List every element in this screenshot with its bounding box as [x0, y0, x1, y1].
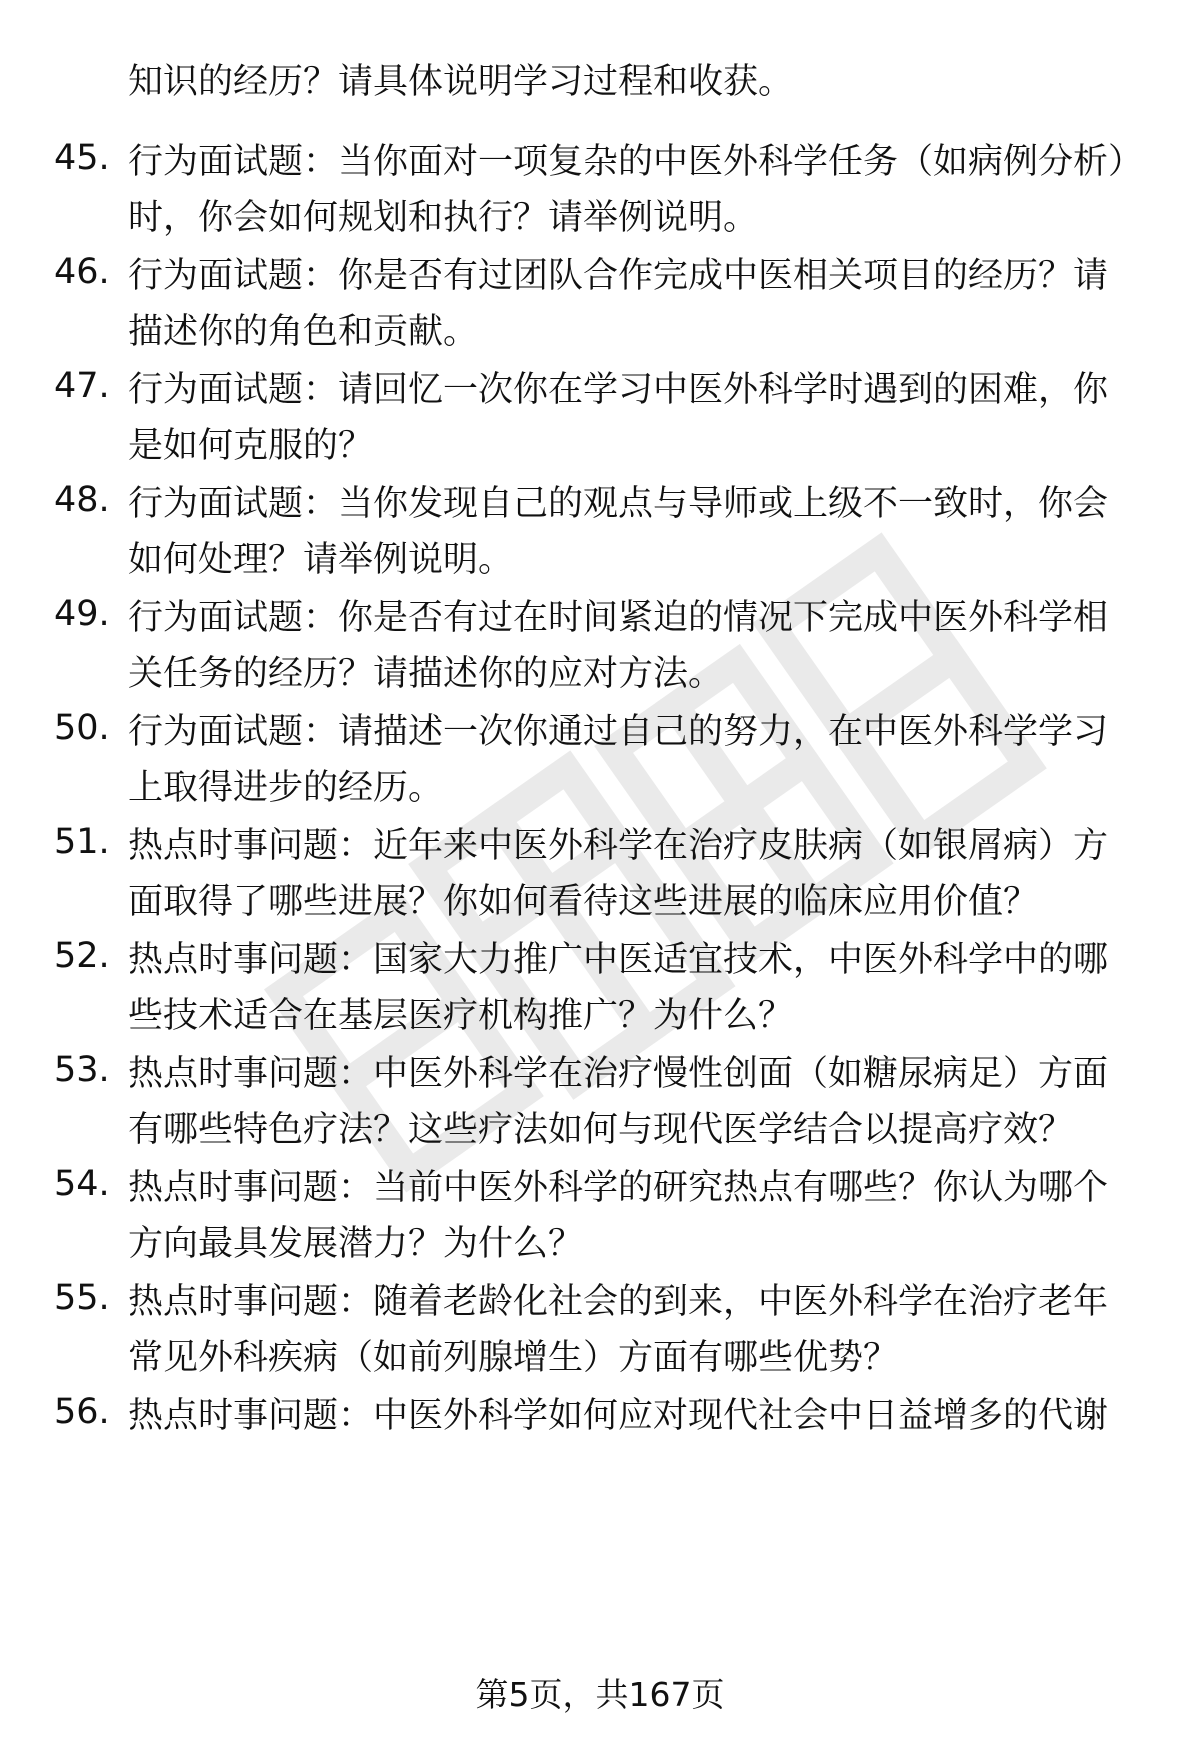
- question-text: 热点时事问题：中医外科学在治疗慢性创面（如糖尿病足）方面有哪些特色疗法？这些疗法如何与现代医学结合以提高疗效？: [128, 1054, 1109, 1150]
- question-number: 51.: [54, 822, 110, 862]
- question-number: 52.: [54, 936, 110, 976]
- question-text: 热点时事问题：随着老龄化社会的到来，中医外科学在治疗老年常见外科疾病（如前列腺增生）方面有哪些优势？: [128, 1282, 1109, 1378]
- question-number: 53.: [54, 1050, 110, 1090]
- question-text: 行为面试题：你是否有过团队合作完成中医相关项目的经历？请描述你的角色和贡献。: [128, 256, 1109, 352]
- question-number: 48.: [54, 480, 110, 520]
- question-number: 45.: [54, 138, 110, 178]
- page-footer: 第5页，共167页: [475, 1675, 725, 1714]
- question-number: 55.: [54, 1278, 110, 1318]
- question-text: 行为面试题：你是否有过在时间紧迫的情况下完成中医外科学相关任务的经历？请描述你的应对方法。: [128, 598, 1109, 694]
- question-text: 行为面试题：当你面对一项复杂的中医外科学任务（如病例分析）时，你会如何规划和执行？请举例说明。: [128, 142, 1126, 238]
- question-text: 热点时事问题：国家大力推广中医适宜技术，中医外科学中的哪些技术适合在基层医疗机构推广？为什么？: [128, 940, 1109, 1036]
- question-number: 54.: [54, 1164, 110, 1204]
- question-text: 热点时事问题：近年来中医外科学在治疗皮肤病（如银屑病）方面取得了哪些进展？你如何看待这些进展的临床应用价值？: [128, 826, 1109, 922]
- question-number: 47.: [54, 366, 110, 406]
- question-text: 热点时事问题：中医外科学如何应对现代社会中日益增多的代谢: [128, 1396, 1109, 1436]
- question-text: 行为面试题：请回忆一次你在学习中医外科学时遇到的困难，你是如何克服的？: [128, 370, 1109, 466]
- intro-line: 知识的经历？请具体说明学习过程和收获。: [128, 62, 794, 102]
- question-text: 热点时事问题：当前中医外科学的研究热点有哪些？你认为哪个方向最具发展潜力？为什么？: [128, 1168, 1109, 1264]
- question-number: 46.: [54, 252, 110, 292]
- question-text: 行为面试题：请描述一次你通过自己的努力，在中医外科学学习上取得进步的经历。: [128, 712, 1109, 808]
- question-number: 56.: [54, 1392, 110, 1432]
- question-text: 行为面试题：当你发现自己的观点与导师或上级不一致时，你会如何处理？请举例说明。: [128, 484, 1109, 580]
- question-number: 49.: [54, 594, 110, 634]
- question-number: 50.: [54, 708, 110, 748]
